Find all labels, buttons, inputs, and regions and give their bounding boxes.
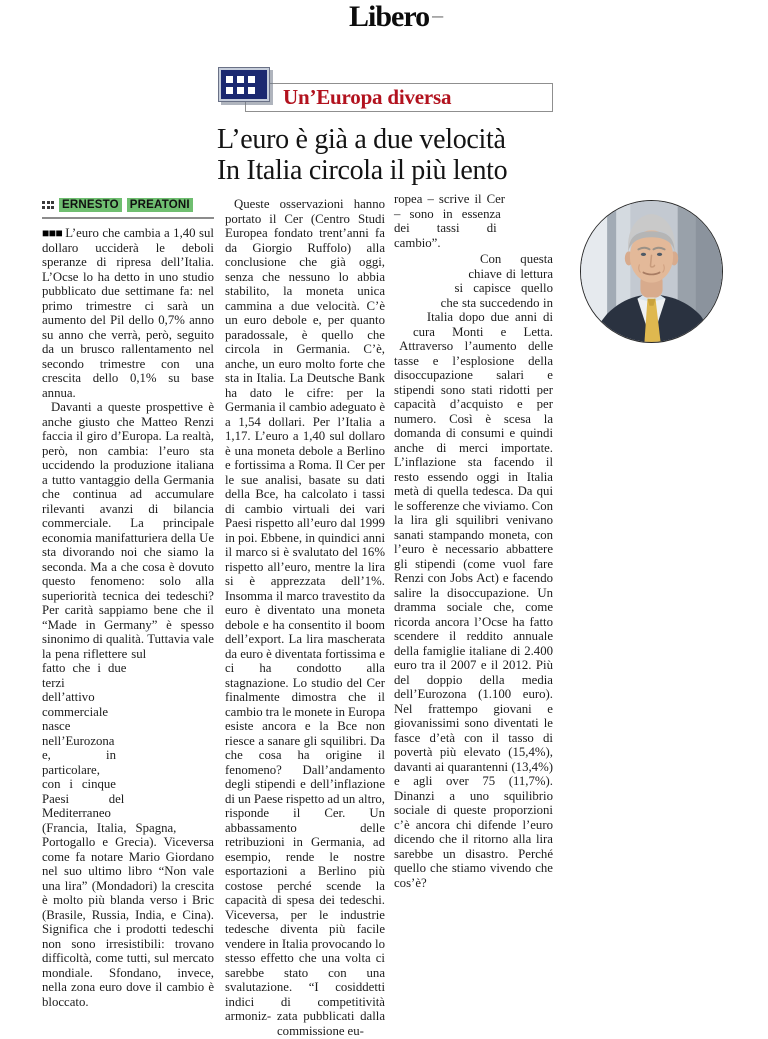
- paragraph: [42, 400, 214, 1009]
- paragraph: [42, 226, 214, 400]
- section-kicker-box: [245, 83, 553, 112]
- author-first-name: ERNESTO: [59, 198, 122, 212]
- paragraph-text: Davanti a queste prospettive è anche giusto che Matteo Renzi faccia il giro d’Europa. La realtà, però, non cambia: l’euro sta uccidendo la produzione italiana a tutto vantaggio della Germania che continua ad accumulare rilevanti avanzi di bilancia commerciale. La principale economia manifatturiera della Ue sta divorando noi che siamo la seconda. Ma a che cosa è dovuto questo fenomeno: solo alla superiorità tecnica dei tedeschi? Per carità sappiamo bene che il “Made in Germany” è spesso sinonimo di qualità.: [42, 400, 214, 646]
- author-photo: [580, 200, 723, 343]
- byline-divider: [42, 217, 214, 219]
- article-column-3: [394, 192, 553, 890]
- paragraph: [394, 192, 553, 250]
- masthead-logo: Libero: [349, 0, 430, 33]
- headline-line1: L’euro è già a due velocità: [217, 124, 506, 155]
- byline: [42, 198, 193, 212]
- lead-squares-marker: ■■■: [42, 226, 63, 240]
- eu-flag-grid-icon: [218, 67, 270, 102]
- paragraph: [225, 197, 385, 1038]
- article-column-2: [225, 197, 385, 1039]
- masthead: [349, 0, 443, 34]
- paragraph-text: Queste osservazioni hanno portato il Cer (Centro Studi Europea fondato trent’anni fa da Giorgio Ruffolo) alla conclusione che già oggi, senza che nessuno lo abbia stabilito, la moneta unica cammina a due velocità. C’è un euro debole e, per quanto paradossale, è quello che circola in Germania. C’è, anche, un euro molto forte che sta in Italia. La Deutsche Bank ha dato le cifre: per la Germania il cambio adeguato è a 1,54 dollari. Per l’Italia a 1,17. L’euro a 1,40 sul dollaro è una moneta debole a Berlino e fortissima a Roma. Il Cer per le sue analisi, basate su dati della Bce, ha calcolato i tassi di cambio virtuali dei vari Paesi rispetto all’euro dal 1999 in poi. Ebbene, in quindici anni il marco si è svalutato del 16% rispetto all’euro, mentre la lira si è apprezzata dell’1%. Insomma il marco travestito da euro è diventato una moneta debole e ha consentito il boom dell’export. La lira mascherata da euro è diventata fortissima e ci ha condotto alla stagnazione. Lo studio del Cer finalmente dimostra che il cambio tra le monete in Europa esiste ancora e la Bce non riesce a sanare gli squilibri. Da che cosa ha origine il fenomeno? Dall’andamento degli stipendi e dell’inflazione di un Paese rispetto ad un altro, risponde il Cer. Un abbassamento delle retribuzioni in Germania, ad esempio, rende le nostre esportazioni a Berlino più costose perché scende la capacità di spesa dei tedeschi. Viceversa, per le industrie tedesche diventa più facile vendere in Italia provocando lo stesso effetto che una volta ci sarebbe stato con una svalutazione. “I cosiddetti indici di competitività armoniz-: [225, 197, 385, 1023]
- headline-line2: In Italia circola il più lento: [217, 155, 508, 186]
- byline-dots-icon: [42, 201, 54, 209]
- white-squares-grid-icon: [226, 76, 255, 94]
- paragraph-text: zata pubblicati dalla commissione eu-: [276, 1009, 385, 1038]
- section-kicker-label: Un’Europa diversa: [283, 85, 452, 109]
- article-headline: [217, 124, 507, 186]
- paragraph: [394, 250, 553, 890]
- masthead-dash: –: [432, 2, 444, 27]
- author-last-name: PREATONI: [127, 198, 193, 212]
- portrait-illustration: [581, 201, 722, 342]
- paragraph-text: ropea – scrive il Cer – sono in essenza dei tassi di cambio”.: [394, 192, 506, 250]
- paragraph-text: Con questa chiave di lettura si capisce quello che sta succedendo in Italia dopo due anni di cura Monti e Letta. Attraverso l’aumento delle tasse e l’esplosione della disoccupazione salari e stipendi sono stati ridotti per capacità d’acquisto e per numero. Così è scesa la domanda di consumi e quindi anche di merci importate. L’inflazione sta facendo il resto essendo oggi in Italia metà di quella tedesca. Da qui le sofferenze che viviamo. Con la lira gli squilibri venivano sanati stampando moneta, con l’euro è necessario abbattere gli stipendi (come vuol fare Renzi con Jobs Act) e facendo salire la disoccupazione. Un dramma sociale che, come ricorda ancora l’Ocse ha fatto scendere il reddito annuale della famiglie italiane di 2.400 euro tra il 2007 e il 2012. Più del doppio della media dell’Eurozona (1.100 euro). Nel frattempo giovani e giovanissimi sono diventati le fasce d’età con il tasso di povertà più elevato (15,4%), davanti ai quarantenni (13,4%) e agli over 75 (11,7%). Dinanzi a uno squilibrio sociale di queste proporzioni c’è ancora chi difende l’euro dicendo che il ritorno alla lira sarebbe un disastro. Perché quello che stiamo vivendo che cos’è?: [394, 252, 553, 890]
- paragraph-text: L’euro che cambia a 1,40 sul dollaro ucciderà le deboli speranze di ripresa dell’Italia. L’Ocse lo ha detto in uno studio pubblicato due settimane fa: nel primo trimestre ci sarà un aumento del Pil dello 0,7% anno su anno che verrà, però, seguito da un brusco rallentamento nel secondo trimestre con una crescita dello 0,1% su base annua.: [42, 226, 214, 400]
- text-wrap-cutout: [116, 647, 228, 823]
- article-column-1: [42, 226, 214, 1009]
- paragraph-text: Tuttavia vale la pena riflettere sul fatto che i due terzi dell’attivo commerciale nasce nell’Eurozona e, in particolare, con i cinque Paesi del Mediterraneo (Francia, Italia, Spagna, Portogallo e Grecia). Viceversa come fa notare Mario Giordano nel suo ultimo libro “Non vale una lira” (Mondadori) la crescita è molto più blanda verso i Bric (Brasile, Russia, India, e Cina). Significa che i prodotti tedeschi non sono irresistibili: trovano difficoltà, come tutti, sul mercato mondiale. Sfondano, invece, nella zona euro dove il cambio è bloccato.: [42, 632, 214, 1009]
